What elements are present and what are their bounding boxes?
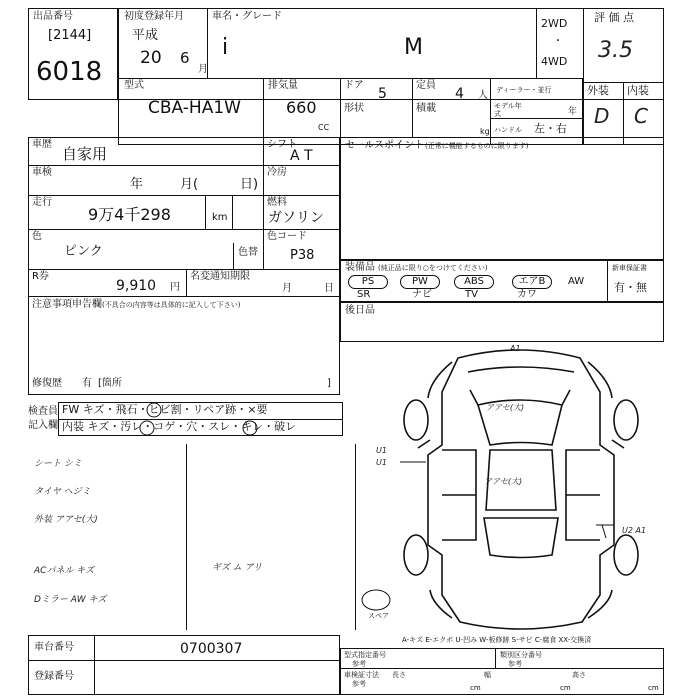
lot-id: [2144] bbox=[48, 28, 92, 43]
shape-label: 形状 bbox=[344, 103, 364, 114]
damage-mark-0: A1 bbox=[510, 344, 521, 353]
km-unit: km bbox=[212, 212, 228, 223]
score-label: 評 価 点 bbox=[594, 11, 634, 24]
transfer-month: 月 bbox=[282, 283, 292, 294]
center-note: ギズ ム アリ bbox=[212, 563, 263, 573]
handwritten-note-3: ACパネル キズ bbox=[34, 566, 95, 576]
warranty-label: 新車保証書 bbox=[612, 264, 647, 272]
warranty: 有・無 bbox=[614, 281, 647, 294]
wheel-fr bbox=[614, 400, 638, 440]
capacity-label: 定員 bbox=[416, 80, 436, 91]
year-unit: 年 bbox=[568, 107, 578, 117]
height-unit: cm bbox=[648, 684, 659, 692]
model-year-label: モデル年式 bbox=[494, 102, 522, 118]
repair-close: ] bbox=[327, 378, 331, 389]
color-code-label: 色コード bbox=[267, 231, 307, 242]
category-label: 類別区分番号 bbox=[500, 651, 542, 659]
handwritten-note-0: シート シミ bbox=[34, 459, 82, 469]
equipment-sub: (純正品に限り○をつけてください) bbox=[378, 264, 488, 272]
doors: 5 bbox=[378, 86, 387, 102]
equipment-top-3: エアB bbox=[512, 275, 552, 289]
color-code: P38 bbox=[290, 248, 315, 263]
exterior-label: 外装 bbox=[587, 84, 609, 97]
handwritten-note-2: 外装 アアセ(大) bbox=[34, 515, 98, 525]
cc-unit: CC bbox=[318, 123, 330, 132]
damage-legend: A-キズ E-エクボ U-凹み W-板修跡 S-サビ C-腐食 XX-交換済 bbox=[402, 636, 592, 644]
equipment-bottom-2: TV bbox=[465, 289, 478, 300]
body-outline bbox=[428, 350, 614, 629]
notes-sub: (不具合の内容等は具体的に記入して下さい) bbox=[102, 301, 241, 309]
grade: M bbox=[404, 35, 423, 60]
drive-4wd: 4WD bbox=[541, 55, 568, 68]
exterior-grade: D bbox=[594, 104, 610, 128]
register-label: 登録番号 bbox=[34, 671, 74, 682]
inspector-label-1: 検査員 bbox=[28, 406, 58, 417]
color-label: 色 bbox=[32, 231, 42, 242]
fuel-label: 燃料 bbox=[267, 197, 287, 208]
shift-label: シフト bbox=[267, 139, 297, 150]
wheel-rl bbox=[404, 535, 428, 575]
equipment-top-4: AW bbox=[568, 276, 585, 287]
dealer-label: ディーラー・並行 bbox=[496, 86, 552, 94]
equipment-top-1: PW bbox=[400, 275, 440, 289]
month-unit: 月 bbox=[198, 64, 208, 75]
dimensions-label: 車検証寸法 bbox=[344, 671, 379, 679]
reg-year-label: 初度登録年月 bbox=[124, 11, 184, 22]
fuel: ガソリン bbox=[268, 210, 324, 226]
era: 平成 bbox=[132, 28, 159, 43]
rear-window bbox=[484, 518, 558, 558]
doors-label: ドア bbox=[344, 80, 364, 91]
equipment-top-0: PS bbox=[348, 275, 388, 289]
height-label: 高さ bbox=[572, 671, 586, 679]
shift: A T bbox=[290, 148, 313, 164]
damage-mark-5: U2 A1 bbox=[622, 526, 647, 535]
capacity-unit: 人 bbox=[478, 90, 488, 101]
spare-tire bbox=[362, 590, 390, 610]
drive-dot: ・ bbox=[553, 36, 563, 47]
equipment-top-2: ABS bbox=[454, 275, 494, 289]
displacement-label: 排気量 bbox=[268, 80, 298, 91]
equipment-bottom-0: SR bbox=[357, 289, 371, 300]
type-spec-label: 型式指定番号 bbox=[344, 651, 386, 659]
category-ref: 参考 bbox=[508, 660, 522, 668]
model-label: 型式 bbox=[124, 80, 144, 91]
handle: 左・右 bbox=[534, 122, 567, 135]
equipment-bottom-1: ナビ bbox=[412, 289, 432, 300]
handle-label: ハンドル bbox=[494, 126, 522, 134]
transfer-label: 名変通知期限 bbox=[190, 271, 250, 282]
inspection-day: 日) bbox=[240, 177, 259, 192]
sales-point-sub: (正常に機能するものに限ります) bbox=[425, 142, 529, 150]
width-unit: cm bbox=[560, 684, 571, 692]
interior-row: 内装 キズ・汚レ・コゲ・穴・スレ・キレ・破レ bbox=[62, 420, 297, 433]
yen-unit: 円 bbox=[170, 282, 180, 293]
car-name: i bbox=[222, 35, 229, 60]
fw-row: FW キズ・飛石・ヒビ割・リペア跡・×要 bbox=[62, 403, 268, 416]
interior-label: 内装 bbox=[627, 84, 649, 97]
capacity: 4 bbox=[455, 86, 464, 102]
spare-label: スペア bbox=[368, 612, 389, 620]
damage-mark-4: アアセ(大) bbox=[484, 477, 523, 486]
length-label: 長さ bbox=[392, 671, 406, 679]
cooler-label: 冷房 bbox=[267, 167, 287, 178]
chassis: 0700307 bbox=[180, 641, 243, 657]
reg-year: 20 bbox=[140, 48, 162, 68]
repair-value: 有 bbox=[82, 378, 92, 389]
lot-label: 出品番号 bbox=[33, 11, 73, 22]
name-label: 車名・グレード bbox=[212, 11, 282, 22]
damage-mark-3: U1 bbox=[376, 458, 387, 467]
chassis-label: 車台番号 bbox=[34, 642, 74, 653]
wheel-fl bbox=[404, 400, 428, 440]
equipment-bottom-3: カワ bbox=[517, 289, 537, 300]
type-spec-ref: 参考 bbox=[352, 660, 366, 668]
inspection-year: 年 bbox=[130, 177, 144, 192]
notes-label: 注意事項申告欄 bbox=[32, 299, 102, 310]
recycle-label: R券 bbox=[32, 271, 49, 282]
drive-2wd: 2WD bbox=[541, 17, 568, 30]
color-change-label: 色替 bbox=[238, 247, 258, 258]
transfer-day: 日 bbox=[324, 283, 334, 294]
mileage: 9万4千298 bbox=[88, 205, 171, 224]
repair-place: [箇所 bbox=[98, 378, 122, 389]
length-unit: cm bbox=[470, 684, 481, 692]
handwritten-note-4: Dミラー AW キズ bbox=[34, 595, 107, 605]
reg-month: 6 bbox=[180, 49, 190, 67]
interior-grade: C bbox=[634, 104, 648, 128]
mileage-label: 走行 bbox=[32, 197, 52, 208]
history-label: 車歴 bbox=[32, 139, 52, 150]
damage-mark-1: アアセ(大) bbox=[486, 403, 525, 412]
width-label: 幅 bbox=[484, 671, 491, 679]
load-unit: kg bbox=[480, 127, 490, 136]
wheel-rr bbox=[614, 535, 638, 575]
dimensions-ref: 参考 bbox=[352, 680, 366, 688]
handwritten-note-1: タイヤ ヘジミ bbox=[34, 487, 91, 497]
recycle-fee: 9,910 bbox=[116, 278, 157, 294]
sales-point-label: セールスポイント bbox=[345, 140, 425, 151]
inspector-label-2: 記入欄 bbox=[28, 420, 58, 431]
color: ピンク bbox=[64, 244, 103, 259]
history: 自家用 bbox=[62, 145, 108, 163]
model: CBA-HA1W bbox=[148, 98, 241, 118]
score: 3.5 bbox=[598, 38, 633, 63]
lot-number: 6018 bbox=[36, 57, 103, 87]
day-item-label: 後日品 bbox=[345, 305, 375, 316]
equipment-label: 装備品 bbox=[345, 262, 375, 273]
inspection-month: 月( bbox=[180, 177, 199, 192]
repair-label: 修復歴 bbox=[32, 378, 62, 389]
inspection-label: 車検 bbox=[32, 167, 52, 178]
load-label: 積載 bbox=[416, 103, 436, 114]
displacement: 660 bbox=[286, 98, 317, 117]
damage-mark-2: U1 bbox=[376, 446, 387, 455]
